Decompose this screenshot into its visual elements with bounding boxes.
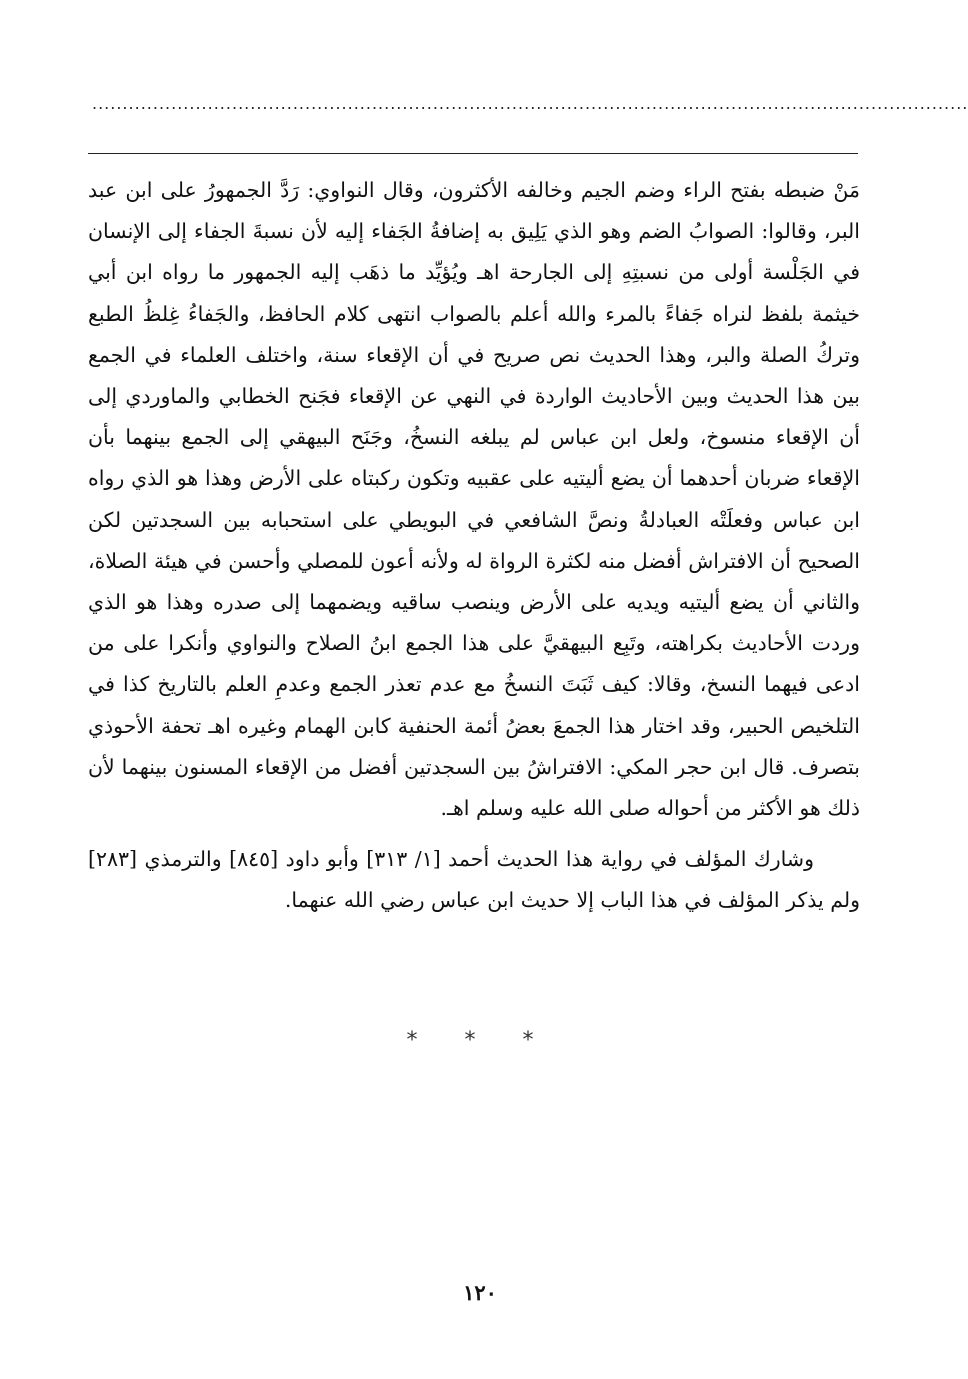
main-text [88,170,860,922]
commentary-paragraph: مَنْ ضبطه بفتح الراء وضم الجيم وخالفه الأكثرون، وقال النواوي: رَدَّ الجمهورُ على ابن عبد البر، وقالوا: الصوابُ الضم وهو الذي يَلِيق به إضافةُ الجَفاء إليه لأن نسبةَ الجفاء إلى الإنسان في الجَلْسة أولى من نسبتِهِ إلى الجارحة اهـ ويُؤيِّد ما ذهَب إليه الجمهور ما رواه ابن أبي خيثمة بلفظ لنراه جَفاءً بالمرء والله أعلم بالصواب انتهى كلام الحافظ، والجَفاءُ غِلظُ الطبع وتركُ الصلة والبر، وهذا الحديث نص صريح في أن الإقعاء سنة، واختلف العلماء في الجمع بين هذا الحديث وبين الأحاديث الواردة في النهي عن الإقعاء فجَنح الخطابي والماوردي إلى أن الإقعاء منسوخ، ولعل ابن عباس لم يبلغه النسخُ، وجَنَح البيهقي إلى الجمع بينهما بأن الإقعاء ضربان أحدهما أن يضع أليتيه على عقبيه وتكون ركبتاه على الأرض وهذا هو الذي رواه ابن عباس وفعلَتْه العبادلةُ ونصَّ الشافعي في البويطي على استحبابه بين السجدتين لكن الصحيح أن الافتراش أفضل منه لكثرة الرواة له ولأنه أعون للمصلي وأحسن في هيئة الصلاة، والثاني أن يضع أليتيه ويديه على الأرض وينصب ساقيه ويضمهما إلى صدره وهذا هو الذي وردت الأحاديث بكراهته، وتَبِع البيهقيَّ على هذا الجمع ابنُ الصلاح والنواوي وأنكرا على من ادعى فيهما النسخ، وقالا: كيف ثَبَتَ النسخُ مع عدم تعذر الجمع وعدمِ العلم بالتاريخ كذا في التلخيص الحبير، وقد اختار هذا الجمعَ بعضُ أئمة الحنفية كابن الهمام وغيره اهـ تحفة الأحوذي بتصرف. قال ابن حجر المكي: الافتراشُ بين السجدتين أفضل من الإقعاء المسنون بينهما لأن ذلك هو الأكثر من أحواله صلى الله عليه وسلم اهـ. [88,178,860,821]
narrators-paragraph-text: وشارك المؤلف في رواية هذا الحديث أحمد [١/ ٣١٣] وأبو داود [٨٤٥] والترمذي [٢٨٣] ولم يذكر المؤلف في هذا الباب إلا حديث ابن عباس رضي الله عنهما. [88,847,860,913]
header-rule [88,153,858,154]
narrators-paragraph [88,839,860,921]
dotted-leader: ................................................................................................................................................ [92,94,968,113]
section-separator: * * * [406,1028,554,1053]
page-number: ١٢٠ [463,1280,497,1305]
